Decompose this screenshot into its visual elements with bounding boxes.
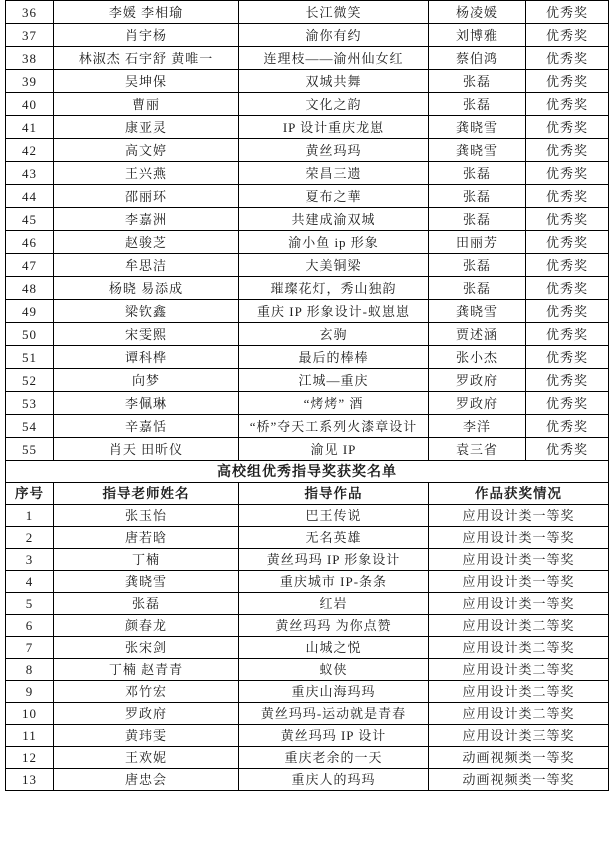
guidance-row (6, 527, 609, 549)
award-row (6, 47, 609, 70)
award-row-cell-no: 46 (6, 231, 54, 254)
award-row-cell-authors: 高文婷 (54, 139, 239, 162)
guidance-row-cell-work: 无名英雄 (239, 527, 429, 549)
award-row-cell-advisor: 张磊 (429, 162, 526, 185)
award-row-cell-authors: 肖天 田昕仪 (54, 438, 239, 461)
award-row (6, 139, 609, 162)
award-row (6, 1, 609, 24)
header-guided-work: 指导作品 (239, 483, 429, 505)
award-row-cell-advisor: 张小杰 (429, 346, 526, 369)
award-row (6, 162, 609, 185)
guidance-row (6, 725, 609, 747)
guidance-row (6, 571, 609, 593)
guidance-row-cell-no: 3 (6, 549, 54, 571)
award-row-cell-work: 黄丝玛玛 (239, 139, 429, 162)
guidance-row-cell-work: 重庆城市 IP-条条 (239, 571, 429, 593)
award-row-cell-work: “桥”夺天工系列火漆章设计 (239, 415, 429, 438)
award-row-cell-work: “烤烤” 酒 (239, 392, 429, 415)
award-row-cell-authors: 杨晓 易添成 (54, 277, 239, 300)
award-row-cell-advisor: 张磊 (429, 208, 526, 231)
guidance-row-cell-work: 蚁侠 (239, 659, 429, 681)
award-row-cell-work: 江城—重庆 (239, 369, 429, 392)
award-row-cell-no: 45 (6, 208, 54, 231)
section-title-row (6, 461, 609, 483)
award-row-cell-advisor: 龚晓雪 (429, 139, 526, 162)
award-row-cell-advisor: 张磊 (429, 70, 526, 93)
award-row-cell-award: 优秀奖 (526, 415, 609, 438)
award-row-cell-authors: 曹丽 (54, 93, 239, 116)
header-award-result: 作品获奖情况 (429, 483, 609, 505)
excellence-award-table-body (6, 1, 609, 461)
award-row-cell-award: 优秀奖 (526, 24, 609, 47)
guidance-row-cell-teacher: 黄玮雯 (54, 725, 239, 747)
award-row-cell-advisor: 龚晓雪 (429, 116, 526, 139)
award-row (6, 208, 609, 231)
award-row-cell-work: 夏布之華 (239, 185, 429, 208)
guidance-row (6, 615, 609, 637)
award-row (6, 231, 609, 254)
award-row (6, 254, 609, 277)
guidance-row-cell-result: 应用设计类二等奖 (429, 659, 609, 681)
guidance-award-table (5, 460, 609, 791)
award-row-cell-no: 49 (6, 300, 54, 323)
award-row-cell-authors: 向梦 (54, 369, 239, 392)
guidance-row-cell-teacher: 张宋剑 (54, 637, 239, 659)
guidance-row-cell-teacher: 唐忠会 (54, 769, 239, 791)
award-row (6, 346, 609, 369)
award-row-cell-advisor: 贾述涵 (429, 323, 526, 346)
award-row-cell-no: 50 (6, 323, 54, 346)
guidance-row-cell-result: 动画视频类一等奖 (429, 747, 609, 769)
award-row-cell-no: 41 (6, 116, 54, 139)
guidance-row (6, 549, 609, 571)
award-row-cell-award: 优秀奖 (526, 323, 609, 346)
award-row (6, 300, 609, 323)
header-teacher-name: 指导老师姓名 (54, 483, 239, 505)
award-row-cell-award: 优秀奖 (526, 369, 609, 392)
guidance-row (6, 659, 609, 681)
guidance-row-cell-result: 应用设计类一等奖 (429, 549, 609, 571)
guidance-row-cell-teacher: 张磊 (54, 593, 239, 615)
guidance-row-cell-result: 应用设计类一等奖 (429, 571, 609, 593)
award-row (6, 438, 609, 461)
guidance-row-cell-no: 4 (6, 571, 54, 593)
award-row-cell-no: 37 (6, 24, 54, 47)
award-row-cell-award: 优秀奖 (526, 93, 609, 116)
guidance-header-row (6, 483, 609, 505)
award-row-cell-authors: 林淑杰 石宇舒 黄唯一 (54, 47, 239, 70)
guidance-row-cell-no: 11 (6, 725, 54, 747)
award-row-cell-award: 优秀奖 (526, 277, 609, 300)
guidance-row-cell-work: 重庆老余的一天 (239, 747, 429, 769)
guidance-row-cell-result: 应用设计类一等奖 (429, 527, 609, 549)
guidance-row-cell-no: 8 (6, 659, 54, 681)
header-serial-number: 序号 (6, 483, 54, 505)
award-row-cell-no: 43 (6, 162, 54, 185)
guidance-row-cell-result: 动画视频类一等奖 (429, 769, 609, 791)
award-row-cell-work: 璀璨花灯，秀山独韵 (239, 277, 429, 300)
section-title: 高校组优秀指导奖获奖名单 (6, 461, 609, 483)
award-row-cell-advisor: 张磊 (429, 185, 526, 208)
award-row-cell-authors: 赵骏芝 (54, 231, 239, 254)
guidance-row-cell-no: 10 (6, 703, 54, 725)
guidance-row-cell-teacher: 张玉怡 (54, 505, 239, 527)
award-row-cell-award: 优秀奖 (526, 392, 609, 415)
award-row-cell-authors: 王兴燕 (54, 162, 239, 185)
guidance-row (6, 505, 609, 527)
award-row-cell-authors: 宋雯熙 (54, 323, 239, 346)
award-row-cell-award: 优秀奖 (526, 438, 609, 461)
award-row-cell-advisor: 罗政府 (429, 392, 526, 415)
award-row-cell-advisor: 袁三省 (429, 438, 526, 461)
award-row-cell-work: 大美铜梁 (239, 254, 429, 277)
guidance-row-cell-work: 黄丝玛玛 为你点赞 (239, 615, 429, 637)
award-row-cell-award: 优秀奖 (526, 346, 609, 369)
guidance-row-cell-teacher: 罗政府 (54, 703, 239, 725)
guidance-row-cell-work: 重庆人的玛玛 (239, 769, 429, 791)
award-row-cell-authors: 梁钦鑫 (54, 300, 239, 323)
award-row (6, 323, 609, 346)
award-row-cell-award: 优秀奖 (526, 300, 609, 323)
award-row-cell-authors: 康亚灵 (54, 116, 239, 139)
award-row (6, 415, 609, 438)
guidance-row-cell-teacher: 邓竹宏 (54, 681, 239, 703)
award-row-cell-work: 文化之韵 (239, 93, 429, 116)
award-row-cell-award: 优秀奖 (526, 47, 609, 70)
guidance-row-cell-teacher: 丁楠 赵青青 (54, 659, 239, 681)
award-row-cell-no: 39 (6, 70, 54, 93)
award-row-cell-authors: 吴坤保 (54, 70, 239, 93)
award-row (6, 277, 609, 300)
award-row-cell-no: 48 (6, 277, 54, 300)
award-row-cell-authors: 牟思洁 (54, 254, 239, 277)
award-row-cell-no: 36 (6, 1, 54, 24)
award-row-cell-no: 53 (6, 392, 54, 415)
guidance-row-cell-result: 应用设计类三等奖 (429, 725, 609, 747)
award-row-cell-advisor: 罗政府 (429, 369, 526, 392)
award-row (6, 70, 609, 93)
guidance-row-cell-work: 山城之悦 (239, 637, 429, 659)
award-row-cell-award: 优秀奖 (526, 231, 609, 254)
guidance-row (6, 747, 609, 769)
award-row-cell-work: 玄驹 (239, 323, 429, 346)
guidance-row (6, 769, 609, 791)
award-row-cell-no: 51 (6, 346, 54, 369)
award-row-cell-advisor: 杨凌媛 (429, 1, 526, 24)
award-row (6, 24, 609, 47)
guidance-row-cell-result: 应用设计类二等奖 (429, 615, 609, 637)
excellence-award-table (5, 0, 609, 461)
guidance-row-cell-work: 红岩 (239, 593, 429, 615)
award-row-cell-advisor: 张磊 (429, 277, 526, 300)
guidance-row-cell-no: 13 (6, 769, 54, 791)
guidance-row-cell-result: 应用设计类二等奖 (429, 637, 609, 659)
award-row-cell-advisor: 蔡伯鸿 (429, 47, 526, 70)
guidance-row-cell-no: 5 (6, 593, 54, 615)
guidance-row-cell-result: 应用设计类二等奖 (429, 681, 609, 703)
guidance-row-cell-no: 2 (6, 527, 54, 549)
guidance-row-cell-no: 7 (6, 637, 54, 659)
award-row-cell-advisor: 李洋 (429, 415, 526, 438)
award-row-cell-work: 长江微笑 (239, 1, 429, 24)
award-row-cell-authors: 肖宇杨 (54, 24, 239, 47)
award-row-cell-authors: 谭科桦 (54, 346, 239, 369)
award-row-cell-no: 38 (6, 47, 54, 70)
award-row-cell-no: 52 (6, 369, 54, 392)
guidance-row-cell-teacher: 龚晓雪 (54, 571, 239, 593)
award-row-cell-work: 重庆 IP 形象设计-蚁崽崽 (239, 300, 429, 323)
guidance-award-table-body (6, 461, 609, 791)
award-row-cell-advisor: 张磊 (429, 254, 526, 277)
award-row (6, 185, 609, 208)
award-row-cell-no: 42 (6, 139, 54, 162)
award-row (6, 392, 609, 415)
guidance-row-cell-no: 1 (6, 505, 54, 527)
award-row-cell-award: 优秀奖 (526, 70, 609, 93)
guidance-row-cell-work: 巴王传说 (239, 505, 429, 527)
guidance-row (6, 593, 609, 615)
guidance-row-cell-work: 黄丝玛玛-运动就是青春 (239, 703, 429, 725)
award-row-cell-award: 优秀奖 (526, 254, 609, 277)
guidance-row-cell-no: 12 (6, 747, 54, 769)
guidance-row (6, 681, 609, 703)
award-row-cell-award: 优秀奖 (526, 208, 609, 231)
award-row-cell-award: 优秀奖 (526, 139, 609, 162)
award-row-cell-award: 优秀奖 (526, 116, 609, 139)
award-row-cell-work: 渝小鱼 ip 形象 (239, 231, 429, 254)
award-row (6, 116, 609, 139)
award-row-cell-authors: 李嘉洲 (54, 208, 239, 231)
guidance-row-cell-no: 6 (6, 615, 54, 637)
guidance-row-cell-teacher: 颜春龙 (54, 615, 239, 637)
award-row-cell-work: 渝见 IP (239, 438, 429, 461)
award-row-cell-advisor: 张磊 (429, 93, 526, 116)
award-row-cell-no: 44 (6, 185, 54, 208)
award-row-cell-authors: 辛嘉恬 (54, 415, 239, 438)
award-row (6, 93, 609, 116)
award-row-cell-authors: 邵丽环 (54, 185, 239, 208)
award-row-cell-advisor: 龚晓雪 (429, 300, 526, 323)
award-row-cell-award: 优秀奖 (526, 1, 609, 24)
award-row-cell-no: 55 (6, 438, 54, 461)
award-row-cell-no: 40 (6, 93, 54, 116)
award-row-cell-advisor: 田丽芳 (429, 231, 526, 254)
guidance-row-cell-teacher: 丁楠 (54, 549, 239, 571)
guidance-row-cell-teacher: 唐若晗 (54, 527, 239, 549)
award-row-cell-work: 荣昌三遗 (239, 162, 429, 185)
award-row-cell-award: 优秀奖 (526, 162, 609, 185)
guidance-row-cell-no: 9 (6, 681, 54, 703)
award-row-cell-work: 共建成渝双城 (239, 208, 429, 231)
award-row-cell-advisor: 刘博雅 (429, 24, 526, 47)
award-row-cell-work: 双城共舞 (239, 70, 429, 93)
guidance-row-cell-teacher: 王欢妮 (54, 747, 239, 769)
award-row (6, 369, 609, 392)
guidance-row (6, 703, 609, 725)
award-row-cell-authors: 李媛 李相瑜 (54, 1, 239, 24)
award-row-cell-work: 渝你有约 (239, 24, 429, 47)
award-row-cell-work: IP 设计重庆龙崽 (239, 116, 429, 139)
guidance-row-cell-result: 应用设计类一等奖 (429, 505, 609, 527)
guidance-row-cell-work: 重庆山海玛玛 (239, 681, 429, 703)
award-row-cell-work: 最后的棒棒 (239, 346, 429, 369)
award-row-cell-authors: 李佩琳 (54, 392, 239, 415)
guidance-row-cell-result: 应用设计类二等奖 (429, 703, 609, 725)
award-row-cell-no: 47 (6, 254, 54, 277)
guidance-row-cell-work: 黄丝玛玛 IP 设计 (239, 725, 429, 747)
guidance-row-cell-result: 应用设计类一等奖 (429, 593, 609, 615)
guidance-row-cell-work: 黄丝玛玛 IP 形象设计 (239, 549, 429, 571)
award-row-cell-award: 优秀奖 (526, 185, 609, 208)
award-row-cell-work: 连理枝——渝州仙女红 (239, 47, 429, 70)
award-row-cell-no: 54 (6, 415, 54, 438)
guidance-row (6, 637, 609, 659)
